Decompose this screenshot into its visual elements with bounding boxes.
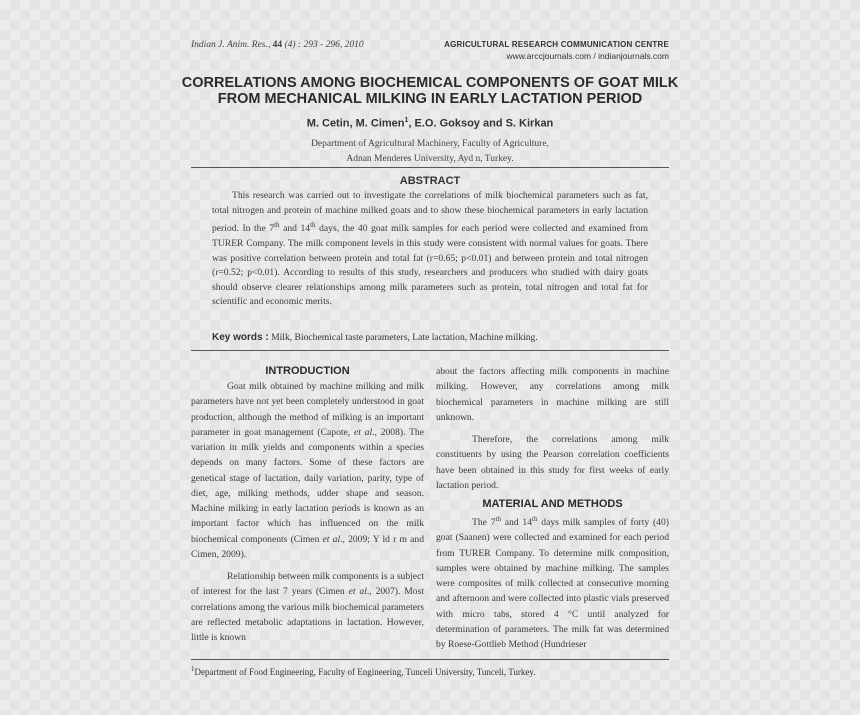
- affiliation-line-2: Adnan Menderes University, Ayd n, Turkey.: [346, 154, 514, 164]
- paper-title: CORRELATIONS AMONG BIOCHEMICAL COMPONENTS OF GOAT MILK FROM MECHANICAL MILKING IN EARLY LACTATION PERIOD: [181, 75, 679, 107]
- keywords: [212, 332, 652, 343]
- intro-paragraph-1: [191, 379, 424, 562]
- affiliation-line-1: Department of Agricultural Machinery, Faculty of Agriculture,: [311, 139, 549, 149]
- affiliation: [180, 137, 680, 167]
- abstract-body: [212, 189, 648, 310]
- footnote: [191, 665, 669, 677]
- publisher-name: AGRICULTURAL RESEARCH COMMUNICATION CENTRE: [444, 40, 669, 49]
- publisher-websites: www.arccjournals.com / indianjournals.com: [506, 51, 669, 61]
- journal-issue-pages: (4) : 293 - 296, 2010: [284, 40, 364, 50]
- intro-p1-etal: et al: [353, 426, 373, 438]
- methods-sup-2: th: [532, 515, 538, 523]
- intro-p2-b: ., 2007). Most correlations among the various milk biochemical parameters are reflected metabolic adaptations in lactation. However, little is known: [191, 586, 424, 643]
- intro-p2-a: Relationship between milk components is a subject of interest for the last 7 years (Cimen: [191, 571, 424, 598]
- intro-p1-a: Goat milk obtained by machine milking and milk parameters have not yet been completely understood in goat production, although the method of milking is an important parameter in goat management (Capote,: [191, 381, 424, 438]
- methods-sup-1: th: [495, 515, 501, 523]
- author-list: [180, 117, 680, 130]
- methods-heading: MATERIAL AND METHODS: [482, 498, 623, 510]
- left-column: [191, 364, 424, 645]
- keywords-label: Key words :: [212, 332, 269, 343]
- intro-p1-c: ., 2009; Y ld r m and Cimen, 2009).: [191, 533, 424, 560]
- abstract-sup-2: th: [310, 221, 316, 230]
- journal-volume: 44: [272, 40, 283, 50]
- intro-p1-b: ., 2008). The variation in milk yields and components within a species depends on many factors. Some of these factors are genetical stage of lactation, daily variation, parity, type of diet, age, milking methods, udder shape and season. Machine milking in early lactation periods is known as an important factor which has influenced on the milk biochemical components (Cimen: [191, 426, 424, 545]
- intro-p2-etal: et al: [348, 586, 367, 598]
- abstract-paragraph: [212, 189, 648, 310]
- abstract-text-a: This research was carried out to investigate the correlations of milk biochemical parameters such as fat, total nitrogen and protein of machine milked goats and to show these biochemical parameters in early lactation period. In the 7: [212, 190, 648, 235]
- authors-first: M. Cetin, M. Cimen: [306, 117, 405, 130]
- abstract-heading: ABSTRACT: [399, 175, 461, 187]
- intro-paragraph-4: Therefore, the correlations among milk constituents by using the Pearson correlation coefficients have been obtained in this study for first weeks of early lactation period.: [436, 434, 669, 491]
- intro-paragraph-2: [191, 569, 424, 645]
- journal-citation: [191, 40, 364, 50]
- footnote-text: Department of Food Engineering, Faculty of Engineering, Tunceli University, Tunceli, Turkey.: [194, 667, 536, 677]
- top-divider: [191, 167, 669, 168]
- keywords-text: Milk, Biochemical taste parameters, Late lactation, Machine milking.: [268, 332, 538, 343]
- abstract-sup-1: th: [274, 221, 280, 230]
- intro-paragraph-3: about the factors affecting milk components in machine milking. However, any correlations among milk biochemical parameters in machine milking are still unknown.: [436, 366, 669, 423]
- introduction-heading: INTRODUCTION: [265, 365, 350, 377]
- journal-name: Indian J. Anim. Res.,: [191, 40, 271, 50]
- methods-paragraph-1: [436, 512, 669, 652]
- authors-rest: , E.O. Goksoy and S. Kirkan: [408, 117, 554, 130]
- abstract-divider: [191, 350, 669, 351]
- methods-p1-b: and 14: [500, 517, 533, 529]
- methods-p1-a: The 7: [472, 517, 496, 529]
- right-column: [436, 364, 669, 652]
- footnote-divider: [191, 659, 669, 660]
- abstract-text-c: days, the 40 goat milk samples for each period were collected and examined from TURER Company. The milk component levels in this study were consistent with normal values for goats. There was positive correlation between protein and total fat (r=0.65; p<0.01) and between protein and total nitrogen (r=0.52; p<0.01). According to results of this study, researchers and producers who studied with dairy goats should observe clearer relationships among milk parameters such as protein, total nitrogen and total fat for scientific and economic merits.: [212, 223, 648, 308]
- abstract-text-b: and 14: [279, 223, 311, 235]
- author-affil-mark: 1: [404, 117, 409, 124]
- intro-p1-etal-2: et al: [322, 533, 341, 545]
- methods-p1-c: days milk samples of forty (40) goat (Saanen) were collected and examined for each period from TURER Company. To determine milk composition, samples were obtained by machine milking. The samples were composites of milk collected at consecutive morning and afternoon and were collected into plastic vials preserved with micro tabs, stored 4 °C until analyzed for determination of parameters. The milk fat was determined by Roese-Gottlieb Method (Hundrieser: [436, 517, 669, 651]
- footnote-mark: 1: [191, 665, 195, 673]
